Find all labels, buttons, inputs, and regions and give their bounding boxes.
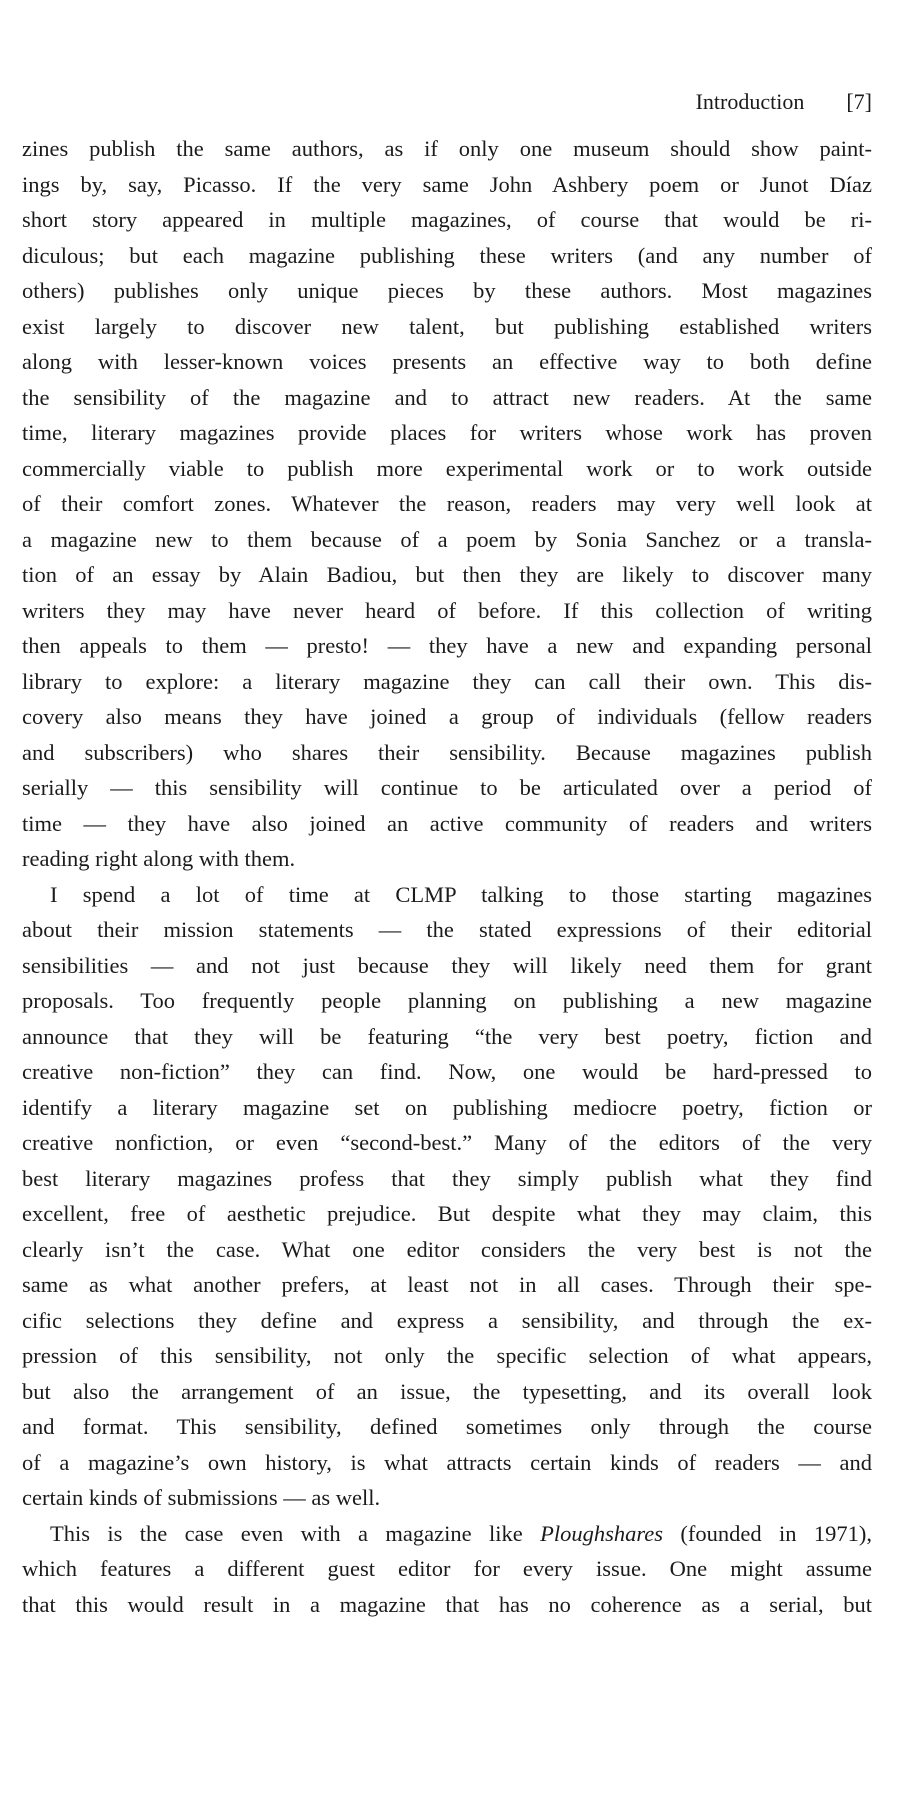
text-segment: the sensibility of the magazine and to attract new readers. At the same: [22, 384, 872, 410]
text-line: [22, 131, 872, 167]
text-line: [22, 451, 872, 487]
text-line: [22, 1267, 872, 1303]
running-header: [22, 88, 872, 116]
text-segment: announce that they will be featuring “the very best poetry, fiction and: [22, 1023, 872, 1049]
text-line: [22, 593, 872, 629]
text-line: [22, 1480, 872, 1516]
text-line: [22, 1196, 872, 1232]
text-segment: best literary magazines profess that they simply publish what they find: [22, 1165, 872, 1191]
text-line: [22, 415, 872, 451]
text-segment: and subscribers) who shares their sensibility. Because magazines publish: [22, 739, 872, 765]
text-segment: (founded in 1971),: [663, 1520, 872, 1546]
text-segment: creative nonfiction, or even “second-best.” Many of the editors of the very: [22, 1130, 872, 1155]
text-segment: covery also means they have joined a group of individuals (fellow readers: [22, 704, 872, 729]
text-segment: clearly isn’t the case. What one editor considers the very best is not the: [22, 1236, 872, 1262]
text-segment: time, literary magazines provide places for writers whose work has proven: [22, 420, 872, 445]
text-segment: diculous; but each magazine publishing these writers (and any number of: [22, 242, 872, 268]
text-segment: commercially viable to publish more experimental work or to work outside: [22, 455, 872, 481]
text-segment: proposals. Too frequently people planning on publishing a new magazine: [22, 988, 872, 1013]
text-line: [22, 202, 872, 238]
text-line: [22, 1303, 872, 1339]
text-segment: exist largely to discover new talent, but publishing established writers: [22, 313, 872, 339]
text-line: [22, 1587, 872, 1623]
text-segment: others) publishes only unique pieces by these authors. Most magazines: [22, 278, 872, 303]
text-segment: that this would result in a magazine that has no coherence as a serial, but: [22, 1591, 872, 1617]
text-segment: creative non-fiction” they can find. Now, one would be hard-pressed to: [22, 1059, 872, 1084]
text-line: [22, 948, 872, 984]
text-line: [22, 1161, 872, 1197]
text-line: [22, 1338, 872, 1374]
text-line: [22, 309, 872, 345]
text-line: [22, 1516, 872, 1552]
section-title: Introduction: [695, 89, 805, 114]
text-line: [22, 1054, 872, 1090]
text-segment: certain kinds of submissions — as well.: [22, 1485, 381, 1510]
text-line: [22, 486, 872, 522]
text-segment: I spend a lot of time at CLMP talking to those starting magazines: [50, 881, 872, 907]
text-segment: a magazine new to them because of a poem by Sonia Sanchez or a transla-: [22, 526, 872, 552]
text-line: [22, 167, 872, 203]
page-number: [7]: [846, 89, 872, 114]
text-line: [22, 1551, 872, 1587]
text-line: [22, 770, 872, 806]
text-line: [22, 912, 872, 948]
text-line: [22, 273, 872, 309]
text-line: [22, 628, 872, 664]
text-line: [22, 344, 872, 380]
text-line: [22, 1445, 872, 1481]
text-segment: along with lesser-known voices presents an effective way to both define: [22, 349, 872, 374]
text-segment: excellent, free of aesthetic prejudice. But despite what they may claim, this: [22, 1201, 872, 1226]
text-segment: ings by, say, Picasso. If the very same John Ashbery poem or Junot Díaz: [22, 171, 872, 197]
text-segment: same as what another prefers, at least not in all cases. Through their spe-: [22, 1272, 872, 1297]
text-line: [22, 238, 872, 274]
text-line: [22, 1019, 872, 1055]
text-segment: writers they may have never heard of before. If this collection of writing: [22, 597, 872, 623]
text-segment: pression of this sensibility, not only the specific selection of what appears,: [22, 1343, 872, 1368]
text-line: [22, 983, 872, 1019]
text-segment: but also the arrangement of an issue, the typesetting, and its overall look: [22, 1378, 872, 1404]
text-segment: time — they have also joined an active community of readers and writers: [22, 810, 872, 836]
text-segment: about their mission statements — the stated expressions of their editorial: [22, 917, 872, 942]
text-line: [22, 1409, 872, 1445]
text-segment: zines publish the same authors, as if only one museum should show paint-: [22, 136, 872, 161]
text-line: [22, 557, 872, 593]
text-line: [22, 841, 872, 877]
text-line: [22, 1374, 872, 1410]
text-segment: cific selections they define and express a sensibility, and through the ex-: [22, 1307, 872, 1333]
text-segment: serially — this sensibility will continue to be articulated over a period of: [22, 775, 872, 800]
text-line: [22, 664, 872, 700]
text-segment: of a magazine’s own history, is what attracts certain kinds of readers — and: [22, 1449, 872, 1475]
text-line: [22, 1232, 872, 1268]
text-segment: of their comfort zones. Whatever the reason, readers may very well look at: [22, 491, 872, 516]
text-segment: reading right along with them.: [22, 846, 296, 871]
text-line: [22, 1090, 872, 1126]
text-segment: tion of an essay by Alain Badiou, but then they are likely to discover many: [22, 562, 872, 587]
text-line: [22, 522, 872, 558]
text-line: [22, 877, 872, 913]
text-line: [22, 1125, 872, 1161]
text-line: [22, 699, 872, 735]
text-segment: short story appeared in multiple magazines, of course that would be ri-: [22, 207, 872, 232]
text-block: [22, 131, 872, 1622]
text-segment: and format. This sensibility, defined sometimes only through the course: [22, 1414, 872, 1439]
text-segment: identify a literary magazine set on publishing mediocre poetry, fiction or: [22, 1094, 872, 1120]
text-segment: then appeals to them — presto! — they have a new and expanding personal: [22, 633, 872, 658]
text-segment: library to explore: a literary magazine they can call their own. This dis-: [22, 668, 872, 694]
italic-text: Ploughshares: [540, 1520, 663, 1546]
text-segment: sensibilities — and not just because they will likely need them for grant: [22, 952, 872, 978]
text-line: [22, 806, 872, 842]
text-segment: which features a different guest editor for every issue. One might assume: [22, 1556, 872, 1581]
text-segment: This is the case even with a magazine like: [50, 1520, 541, 1546]
text-line: [22, 735, 872, 771]
text-line: [22, 380, 872, 416]
